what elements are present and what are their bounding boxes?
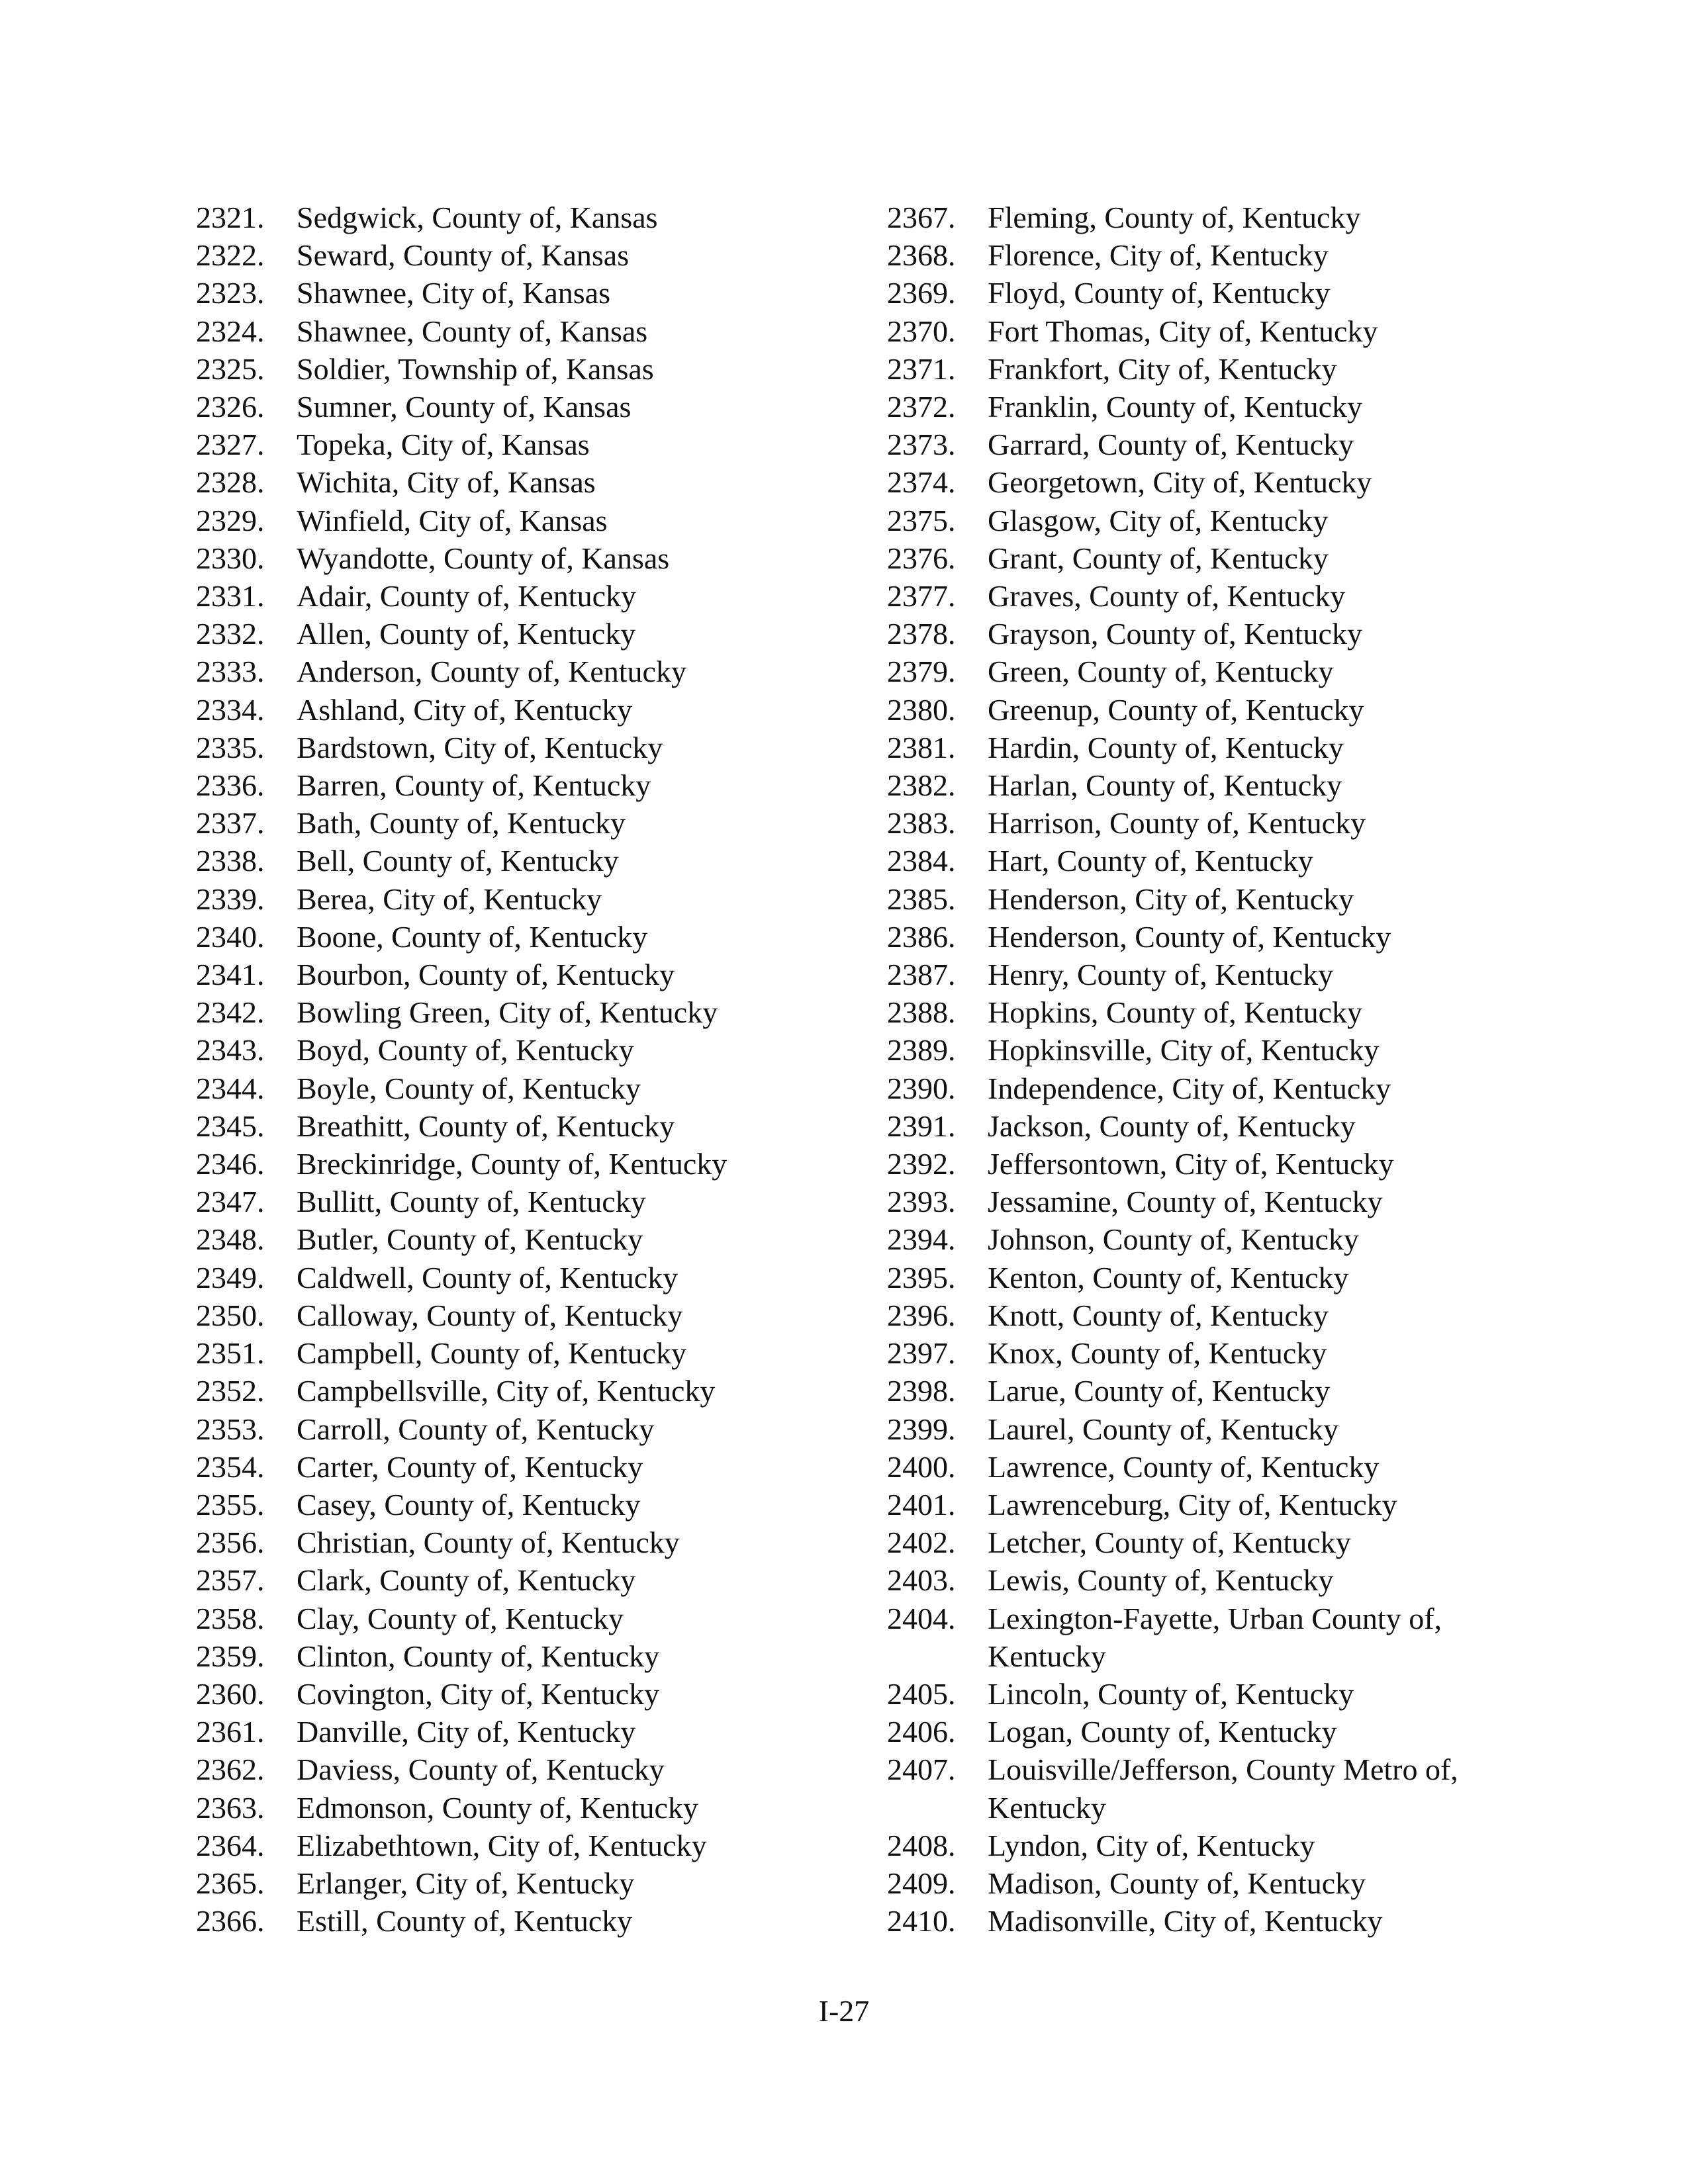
entry-number: 2361. bbox=[196, 1715, 265, 1749]
entry-number: 2322. bbox=[196, 238, 265, 273]
list-item bbox=[887, 1864, 1516, 1902]
entry-number: 2402. bbox=[887, 1525, 956, 1560]
entry-name: Jackson, County of, Kentucky bbox=[988, 1109, 1356, 1143]
entry-name: Lincoln, County of, Kentucky bbox=[988, 1676, 1354, 1711]
entry-name: Hardin, County of, Kentucky bbox=[988, 730, 1344, 764]
entry-name: Knott, County of, Kentucky bbox=[988, 1298, 1329, 1332]
entry-name: Madison, County of, Kentucky bbox=[988, 1866, 1366, 1900]
right-column-list bbox=[887, 199, 1516, 1940]
entry-name: Letcher, County of, Kentucky bbox=[988, 1525, 1351, 1560]
entry-name: Boone, County of, Kentucky bbox=[297, 919, 648, 954]
list-item bbox=[887, 956, 1516, 993]
entry-name: Green, County of, Kentucky bbox=[988, 655, 1334, 689]
list-item bbox=[196, 653, 858, 690]
entry-number: 2404. bbox=[887, 1601, 956, 1635]
entry-number: 2348. bbox=[196, 1222, 265, 1257]
entry-name: Logan, County of, Kentucky bbox=[988, 1715, 1337, 1749]
entry-number: 2351. bbox=[196, 1336, 265, 1371]
list-item bbox=[196, 729, 858, 766]
entry-number: 2359. bbox=[196, 1639, 265, 1673]
entry-name: Caldwell, County of, Kentucky bbox=[297, 1260, 679, 1295]
entry-name: Jessamine, County of, Kentucky bbox=[988, 1185, 1383, 1219]
entry-name: Butler, County of, Kentucky bbox=[297, 1222, 643, 1257]
list-item bbox=[887, 1107, 1516, 1145]
entry-name: Sedgwick, County of, Kansas bbox=[297, 201, 658, 234]
entry-number: 2354. bbox=[196, 1449, 265, 1484]
entry-number: 2390. bbox=[887, 1071, 956, 1105]
entry-name: Kenton, County of, Kentucky bbox=[988, 1260, 1349, 1295]
entry-number: 2387. bbox=[887, 958, 956, 992]
list-item bbox=[196, 350, 858, 388]
entry-name: Hart, County of, Kentucky bbox=[988, 844, 1313, 878]
entry-name: Winfield, City of, Kansas bbox=[297, 503, 608, 537]
entry-name: Daviess, County of, Kentucky bbox=[297, 1752, 665, 1787]
entry-number: 2356. bbox=[196, 1525, 265, 1560]
entry-name: Breckinridge, County of, Kentucky bbox=[297, 1147, 727, 1181]
list-item bbox=[196, 1864, 858, 1902]
list-item bbox=[196, 918, 858, 956]
entry-number: 2382. bbox=[887, 768, 956, 803]
list-item bbox=[887, 426, 1516, 463]
entry-number: 2325. bbox=[196, 351, 265, 386]
list-item bbox=[887, 236, 1516, 274]
entry-name: Clinton, County of, Kentucky bbox=[297, 1639, 660, 1673]
entry-number: 2395. bbox=[887, 1260, 956, 1295]
list-item bbox=[887, 993, 1516, 1031]
entry-name: Boyle, County of, Kentucky bbox=[297, 1071, 641, 1105]
entry-name: Seward, County of, Kansas bbox=[297, 238, 630, 273]
entry-number: 2335. bbox=[196, 730, 265, 764]
entry-name: Greenup, County of, Kentucky bbox=[988, 692, 1364, 727]
list-item bbox=[196, 1713, 858, 1751]
entry-name: Floyd, County of, Kentucky bbox=[988, 276, 1331, 310]
list-item bbox=[196, 274, 858, 312]
list-item bbox=[196, 1183, 858, 1220]
entry-name: Calloway, County of, Kentucky bbox=[297, 1298, 683, 1332]
list-item bbox=[196, 956, 858, 993]
list-item bbox=[196, 388, 858, 426]
list-item bbox=[196, 236, 858, 274]
list-item bbox=[887, 463, 1516, 501]
entry-number: 2323. bbox=[196, 276, 265, 310]
entry-name: Lawrenceburg, City of, Kentucky bbox=[988, 1487, 1397, 1522]
list-item bbox=[196, 993, 858, 1031]
list-item bbox=[196, 1902, 858, 1940]
list-item bbox=[196, 1107, 858, 1145]
entry-name: Allen, County of, Kentucky bbox=[297, 617, 636, 651]
list-item bbox=[196, 1486, 858, 1524]
list-item bbox=[196, 1448, 858, 1486]
entry-number: 2350. bbox=[196, 1298, 265, 1332]
entry-name: Christian, County of, Kentucky bbox=[297, 1525, 680, 1560]
list-item bbox=[887, 1259, 1516, 1297]
list-item bbox=[887, 1334, 1516, 1372]
list-item bbox=[196, 1637, 858, 1675]
entry-number: 2388. bbox=[887, 995, 956, 1030]
entry-number: 2347. bbox=[196, 1185, 265, 1219]
list-item bbox=[887, 729, 1516, 766]
entry-name: Henderson, County of, Kentucky bbox=[988, 919, 1391, 954]
list-item bbox=[196, 804, 858, 842]
entry-number: 2394. bbox=[887, 1222, 956, 1257]
entry-number: 2384. bbox=[887, 844, 956, 878]
entry-number: 2403. bbox=[887, 1563, 956, 1598]
entry-name: Erlanger, City of, Kentucky bbox=[297, 1866, 635, 1900]
entry-name: Georgetown, City of, Kentucky bbox=[988, 465, 1372, 500]
entry-number: 2386. bbox=[887, 919, 956, 954]
entry-number: 2341. bbox=[196, 958, 265, 992]
entry-name: Frankfort, City of, Kentucky bbox=[988, 351, 1337, 386]
entry-number: 2401. bbox=[887, 1487, 956, 1522]
entry-number: 2336. bbox=[196, 768, 265, 803]
list-item bbox=[887, 842, 1516, 880]
entry-name: Elizabethtown, City of, Kentucky bbox=[297, 1828, 707, 1862]
entry-name: Breathitt, County of, Kentucky bbox=[297, 1109, 675, 1143]
entry-number: 2373. bbox=[887, 428, 956, 462]
list-item bbox=[887, 388, 1516, 426]
entry-name: Bardstown, City of, Kentucky bbox=[297, 730, 663, 764]
list-item bbox=[196, 1069, 858, 1107]
list-item bbox=[196, 502, 858, 539]
entry-number: 2369. bbox=[887, 276, 956, 310]
entry-number: 2410. bbox=[887, 1904, 956, 1938]
entry-number: 2376. bbox=[887, 541, 956, 575]
entry-name: Anderson, County of, Kentucky bbox=[297, 655, 686, 689]
entry-name: Hopkins, County of, Kentucky bbox=[988, 995, 1363, 1030]
entry-number: 2407. bbox=[887, 1752, 956, 1787]
entry-name: Lewis, County of, Kentucky bbox=[988, 1563, 1334, 1598]
list-item bbox=[196, 1031, 858, 1069]
entry-number: 2327. bbox=[196, 428, 265, 462]
entry-number: 2352. bbox=[196, 1374, 265, 1408]
entry-name: Harlan, County of, Kentucky bbox=[988, 768, 1342, 803]
list-item bbox=[887, 1145, 1516, 1183]
entry-name: Topeka, City of, Kansas bbox=[297, 428, 590, 462]
entry-name: Graves, County of, Kentucky bbox=[988, 579, 1346, 614]
list-item bbox=[196, 1297, 858, 1334]
entry-number: 2368. bbox=[887, 238, 956, 273]
list-item bbox=[887, 312, 1516, 350]
list-item bbox=[887, 615, 1516, 653]
list-item bbox=[196, 1789, 858, 1827]
entry-number: 2342. bbox=[196, 995, 265, 1030]
entry-name: Ashland, City of, Kentucky bbox=[297, 692, 633, 727]
entry-number: 2355. bbox=[196, 1487, 265, 1522]
list-item bbox=[887, 691, 1516, 729]
entry-number: 2375. bbox=[887, 503, 956, 537]
entry-number: 2377. bbox=[887, 579, 956, 614]
entry-name: Clay, County of, Kentucky bbox=[297, 1601, 624, 1635]
list-item bbox=[196, 1259, 858, 1297]
entry-number: 2370. bbox=[887, 314, 956, 348]
entry-name: Carroll, County of, Kentucky bbox=[297, 1412, 655, 1446]
entry-number: 2367. bbox=[887, 201, 956, 234]
page-number: I-27 bbox=[818, 1994, 870, 2028]
entry-name: Shawnee, County of, Kansas bbox=[297, 314, 648, 348]
list-item bbox=[887, 274, 1516, 312]
entry-number: 2329. bbox=[196, 503, 265, 537]
list-item bbox=[887, 1297, 1516, 1334]
list-item bbox=[887, 1713, 1516, 1751]
entry-name: Boyd, County of, Kentucky bbox=[297, 1033, 634, 1068]
list-item bbox=[196, 1334, 858, 1372]
entry-name: Grant, County of, Kentucky bbox=[988, 541, 1329, 575]
entry-number: 2340. bbox=[196, 919, 265, 954]
entry-number: 2406. bbox=[887, 1715, 956, 1749]
list-item bbox=[887, 804, 1516, 842]
entry-name: Franklin, County of, Kentucky bbox=[988, 390, 1362, 424]
entry-name: Sumner, County of, Kansas bbox=[297, 390, 632, 424]
entry-number: 2343. bbox=[196, 1033, 265, 1068]
entry-name: Henderson, City of, Kentucky bbox=[988, 882, 1354, 916]
entry-number: 2391. bbox=[887, 1109, 956, 1143]
entry-name: Adair, County of, Kentucky bbox=[297, 579, 637, 614]
entry-number: 2365. bbox=[196, 1866, 265, 1900]
entry-name: Lyndon, City of, Kentucky bbox=[988, 1828, 1315, 1862]
entry-number: 2332. bbox=[196, 617, 265, 651]
list-item bbox=[887, 350, 1516, 388]
entry-number: 2393. bbox=[887, 1185, 956, 1219]
list-item bbox=[887, 766, 1516, 804]
entry-number: 2400. bbox=[887, 1449, 956, 1484]
entry-name: Garrard, County of, Kentucky bbox=[988, 428, 1354, 462]
entry-name: Bowling Green, City of, Kentucky bbox=[297, 995, 718, 1030]
list-item bbox=[196, 880, 858, 918]
list-item bbox=[196, 539, 858, 577]
entry-number: 2363. bbox=[196, 1790, 265, 1825]
entry-number: 2380. bbox=[887, 692, 956, 727]
entry-name: Danville, City of, Kentucky bbox=[297, 1715, 636, 1749]
entry-number: 2398. bbox=[887, 1374, 956, 1408]
entry-number: 2371. bbox=[887, 351, 956, 386]
entry-number: 2408. bbox=[887, 1828, 956, 1862]
entry-name: Larue, County of, Kentucky bbox=[988, 1374, 1331, 1408]
list-item bbox=[887, 1600, 1516, 1675]
entry-name: Berea, City of, Kentucky bbox=[297, 882, 602, 916]
entry-number: 2372. bbox=[887, 390, 956, 424]
list-item bbox=[887, 1031, 1516, 1069]
entry-number: 2392. bbox=[887, 1147, 956, 1181]
entry-name: Shawnee, City of, Kansas bbox=[297, 276, 610, 310]
entry-name: Barren, County of, Kentucky bbox=[297, 768, 651, 803]
list-item bbox=[887, 1561, 1516, 1599]
entry-name: Wyandotte, County of, Kansas bbox=[297, 541, 670, 575]
list-item bbox=[887, 1410, 1516, 1448]
entry-name: Soldier, Township of, Kansas bbox=[297, 351, 654, 386]
entry-number: 2396. bbox=[887, 1298, 956, 1332]
entry-number: 2385. bbox=[887, 882, 956, 916]
left-column-list bbox=[196, 199, 858, 1940]
entry-name: Glasgow, City of, Kentucky bbox=[988, 503, 1329, 537]
entry-name: Knox, County of, Kentucky bbox=[988, 1336, 1327, 1371]
entry-number: 2353. bbox=[196, 1412, 265, 1446]
list-item bbox=[196, 1751, 858, 1788]
list-item bbox=[887, 918, 1516, 956]
list-item bbox=[196, 426, 858, 463]
list-item bbox=[887, 1372, 1516, 1410]
entry-number: 2331. bbox=[196, 579, 265, 614]
entry-name: Laurel, County of, Kentucky bbox=[988, 1412, 1339, 1446]
list-item bbox=[887, 1675, 1516, 1713]
entry-name: Campbell, County of, Kentucky bbox=[297, 1336, 686, 1371]
list-item bbox=[887, 1827, 1516, 1864]
entry-name: Hopkinsville, City of, Kentucky bbox=[988, 1033, 1380, 1068]
list-item bbox=[196, 842, 858, 880]
entry-number: 2333. bbox=[196, 655, 265, 689]
entry-name: Estill, County of, Kentucky bbox=[297, 1904, 633, 1938]
entry-number: 2374. bbox=[887, 465, 956, 500]
entry-number: 2345. bbox=[196, 1109, 265, 1143]
list-item bbox=[887, 1448, 1516, 1486]
entry-name: Fort Thomas, City of, Kentucky bbox=[988, 314, 1378, 348]
entry-name: Casey, County of, Kentucky bbox=[297, 1487, 641, 1522]
entry-name: Henry, County of, Kentucky bbox=[988, 958, 1334, 992]
list-item bbox=[196, 1410, 858, 1448]
list-item bbox=[887, 1902, 1516, 1940]
entry-name: Bullitt, County of, Kentucky bbox=[297, 1185, 646, 1219]
entry-number: 2409. bbox=[887, 1866, 956, 1900]
list-item bbox=[196, 312, 858, 350]
list-item bbox=[196, 1600, 858, 1637]
list-item bbox=[196, 1675, 858, 1713]
entry-name: Jeffersontown, City of, Kentucky bbox=[988, 1147, 1394, 1181]
list-item bbox=[196, 766, 858, 804]
list-item bbox=[196, 1372, 858, 1410]
list-item bbox=[196, 577, 858, 615]
entry-number: 2349. bbox=[196, 1260, 265, 1295]
entry-number: 2344. bbox=[196, 1071, 265, 1105]
entry-number: 2378. bbox=[887, 617, 956, 651]
list-item bbox=[887, 1069, 1516, 1107]
list-item bbox=[196, 1220, 858, 1258]
list-item bbox=[887, 502, 1516, 539]
entry-name: Edmonson, County of, Kentucky bbox=[297, 1790, 698, 1825]
list-item bbox=[887, 539, 1516, 577]
entry-number: 2358. bbox=[196, 1601, 265, 1635]
entry-number: 2324. bbox=[196, 314, 265, 348]
list-item bbox=[196, 463, 858, 501]
list-item bbox=[196, 1145, 858, 1183]
entry-name: Carter, County of, Kentucky bbox=[297, 1449, 643, 1484]
entry-number: 2366. bbox=[196, 1904, 265, 1938]
entry-name: Covington, City of, Kentucky bbox=[297, 1676, 660, 1711]
list-item bbox=[887, 199, 1516, 236]
entry-name: Bath, County of, Kentucky bbox=[297, 806, 626, 841]
entry-number: 2379. bbox=[887, 655, 956, 689]
entry-number: 2399. bbox=[887, 1412, 956, 1446]
entry-number: 2381. bbox=[887, 730, 956, 764]
list-item bbox=[887, 1486, 1516, 1524]
list-item bbox=[196, 1524, 858, 1561]
list-item bbox=[887, 653, 1516, 690]
entry-number: 2389. bbox=[887, 1033, 956, 1068]
entry-number: 2326. bbox=[196, 390, 265, 424]
entry-name: Bourbon, County of, Kentucky bbox=[297, 958, 675, 992]
entry-name: Independence, City of, Kentucky bbox=[988, 1071, 1391, 1105]
entry-name: Florence, City of, Kentucky bbox=[988, 238, 1329, 273]
entry-name: Bell, County of, Kentucky bbox=[297, 844, 619, 878]
list-item bbox=[887, 880, 1516, 918]
entry-name: Madisonville, City of, Kentucky bbox=[988, 1904, 1383, 1938]
entry-name: Lawrence, County of, Kentucky bbox=[988, 1449, 1380, 1484]
entry-name: Fleming, County of, Kentucky bbox=[988, 201, 1361, 234]
entry-number: 2357. bbox=[196, 1563, 265, 1598]
entry-number: 2346. bbox=[196, 1147, 265, 1181]
list-item bbox=[196, 691, 858, 729]
entry-name: Wichita, City of, Kansas bbox=[297, 465, 596, 500]
list-item bbox=[887, 1751, 1516, 1826]
entry-number: 2360. bbox=[196, 1676, 265, 1711]
entry-number: 2362. bbox=[196, 1752, 265, 1787]
list-item bbox=[196, 199, 858, 236]
entry-name: Lexington-Fayette, Urban County of, Kentucky bbox=[988, 1601, 1442, 1673]
entry-number: 2339. bbox=[196, 882, 265, 916]
list-item bbox=[887, 1220, 1516, 1258]
entry-number: 2337. bbox=[196, 806, 265, 841]
entry-number: 2405. bbox=[887, 1676, 956, 1711]
list-item bbox=[887, 1524, 1516, 1561]
entry-name: Clark, County of, Kentucky bbox=[297, 1563, 636, 1598]
entry-number: 2383. bbox=[887, 806, 956, 841]
entry-number: 2364. bbox=[196, 1828, 265, 1862]
entry-name: Louisville/Jefferson, County Metro of, Kentucky bbox=[988, 1752, 1458, 1825]
entry-name: Campbellsville, City of, Kentucky bbox=[297, 1374, 716, 1408]
list-item bbox=[887, 1183, 1516, 1220]
entry-number: 2338. bbox=[196, 844, 265, 878]
entry-number: 2334. bbox=[196, 692, 265, 727]
entry-name: Harrison, County of, Kentucky bbox=[988, 806, 1366, 841]
list-item bbox=[887, 577, 1516, 615]
entry-number: 2330. bbox=[196, 541, 265, 575]
entry-name: Johnson, County of, Kentucky bbox=[988, 1222, 1359, 1257]
entry-name: Grayson, County of, Kentucky bbox=[988, 617, 1362, 651]
list-item bbox=[196, 1561, 858, 1599]
list-item bbox=[196, 1827, 858, 1864]
list-item bbox=[196, 615, 858, 653]
entry-number: 2321. bbox=[196, 201, 265, 234]
entry-number: 2328. bbox=[196, 465, 265, 500]
entry-number: 2397. bbox=[887, 1336, 956, 1371]
